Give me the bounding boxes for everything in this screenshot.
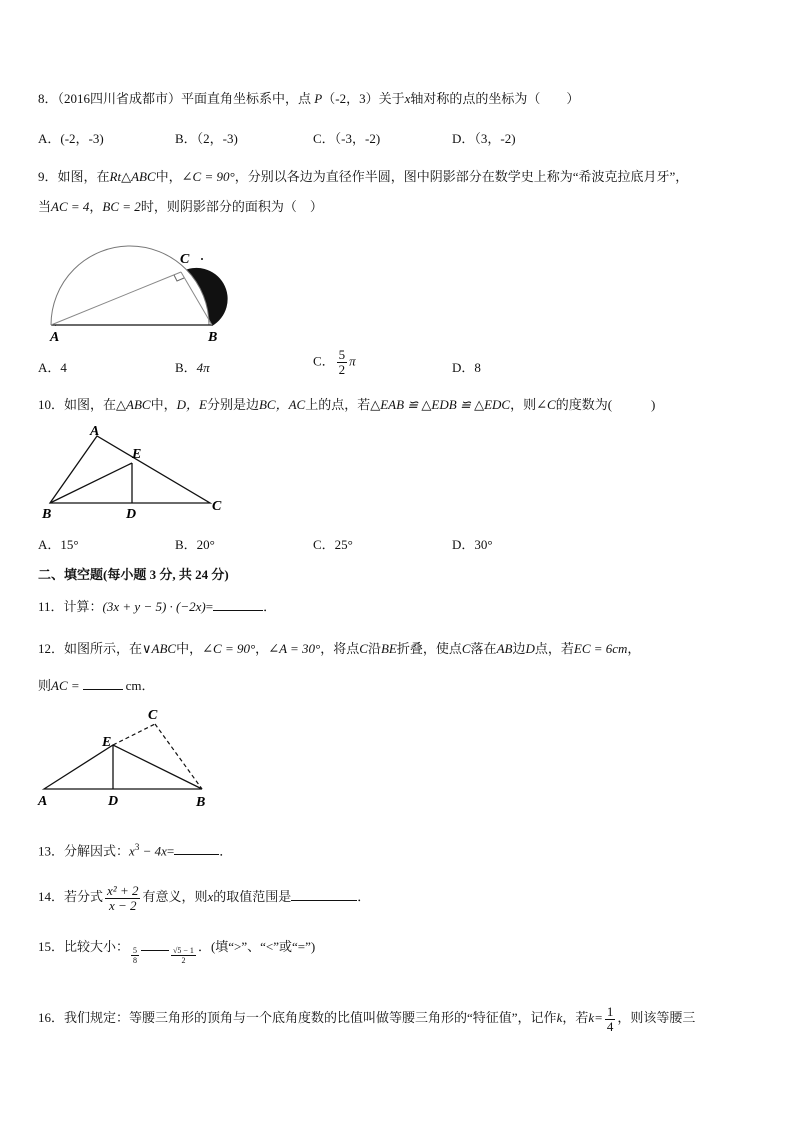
option-label: B． (175, 537, 197, 552)
q14-end: ． (357, 889, 371, 904)
label-d: D (126, 507, 137, 522)
q16-fraction-numerator: 1 (606, 1003, 614, 1019)
q14-fraction-denominator: x − 2 (108, 897, 137, 913)
option-value: 20° (196, 537, 215, 552)
q12-text-d: 沿 (367, 641, 381, 656)
q10-option-d[interactable] (452, 536, 493, 554)
q11-end: ． (263, 599, 277, 614)
q12-text-b: 中， (176, 641, 203, 656)
q9-bc: BC = 2 (102, 199, 141, 214)
q13-term: − 4x (139, 843, 167, 859)
q10-option-c[interactable] (313, 536, 353, 554)
q9-text-c: ，分别以各边为直径作半圆，图中阴影部分在数学史上称为“希波克拉底月牙”， (234, 169, 689, 184)
segment-ec-dashed (113, 724, 155, 745)
q10-figure (40, 422, 240, 522)
fraction-numerator: 5 (338, 347, 346, 362)
q14-text-b: 有意义，则 (142, 889, 208, 904)
q12-text-f: 落在 (470, 641, 497, 656)
option-label: C． (313, 537, 335, 552)
q10-option-a[interactable] (38, 536, 79, 554)
q10-text-c: 分别是边 (206, 397, 259, 412)
q13-equals: = (166, 843, 175, 859)
option-label: A． (38, 537, 61, 552)
q10-points: D，E (176, 397, 207, 412)
q12-text-g: 边 (512, 641, 526, 656)
q12-text-h: 点，若 (534, 641, 574, 656)
q8-option-c[interactable] (313, 130, 380, 148)
q12-unit: cm． (125, 678, 155, 693)
q8-source: （2016四川省成都市） (57, 91, 182, 106)
q9-triangle: Rt△ABC (109, 169, 156, 184)
q9-option-a[interactable] (38, 359, 67, 377)
q9-number: 9． (38, 169, 58, 184)
q11-number: 11． (38, 599, 64, 614)
option-label: D． (452, 537, 475, 552)
label-a: A (90, 424, 100, 439)
q13-end: ． (219, 843, 233, 859)
triangle-abe (44, 745, 202, 789)
q8-option-d[interactable] (452, 130, 516, 148)
q11-equals: = (205, 599, 214, 614)
q12-point-c: C (359, 641, 368, 656)
q10-sides: BC，AC (258, 397, 306, 412)
q9-option-c[interactable] (313, 348, 356, 377)
q9-angle: ∠C = 90° (181, 169, 235, 184)
option-value: 25° (334, 537, 353, 552)
q9-ac: AC = 4 (51, 199, 90, 214)
q10-text-f: 的度数为( ) (555, 397, 656, 412)
option-value: (-2，-3) (60, 131, 104, 146)
option-label: A． (38, 360, 61, 375)
q12-angle-c: ∠C = 90° (202, 641, 256, 656)
q12-text-e: 折叠，使点 (396, 641, 462, 656)
option-value: （2，-3) (196, 131, 238, 146)
q8-axis: x (404, 91, 411, 106)
q10-number: 10． (38, 397, 65, 412)
q12-number: 12． (38, 641, 65, 656)
q12-stem-line1 (38, 640, 640, 658)
q8-text-c: 轴对称的点的坐标为（ ） (410, 91, 580, 106)
option-value: 4 (60, 360, 67, 375)
right-angle-mark (174, 275, 184, 281)
q13-base: x (129, 843, 135, 859)
q12-triangle: ∨ABC (142, 641, 177, 656)
triangle-abc (50, 436, 210, 503)
q10-congruence: △EAB ≌ △EDB ≌ △EDC (370, 397, 511, 412)
q9-stem-line1 (38, 168, 688, 186)
option-label: C． (313, 131, 335, 146)
option-label: B． (175, 360, 197, 375)
q9-figure (40, 225, 260, 345)
q13-stem (38, 838, 232, 860)
label-b: B (208, 330, 218, 345)
q9-stem-line2 (38, 198, 323, 216)
q16-fraction-denominator: 4 (606, 1018, 614, 1034)
q11-stem (38, 598, 276, 616)
q11-answer-blank[interactable] (213, 598, 263, 611)
q12-ec: EC = 6cm (573, 641, 628, 656)
q16-number: 16． (38, 1010, 65, 1025)
q13-answer-blank[interactable] (174, 842, 219, 855)
q16-text-b: ，若 (562, 1010, 589, 1025)
q15-left-numerator: 5 (133, 946, 138, 955)
q10-option-b[interactable] (175, 536, 215, 554)
q15-stem (38, 938, 315, 965)
label-a: A (50, 330, 60, 345)
q11-text-a: 计算： (63, 599, 103, 614)
q12-answer-blank[interactable] (83, 677, 123, 690)
q13-exponent: 3 (134, 842, 140, 852)
q8-point: P (314, 91, 323, 106)
q16-k2: k= (588, 1010, 603, 1025)
q16-k: k (556, 1010, 563, 1025)
q14-number: 14． (38, 889, 65, 904)
label-c: C (148, 708, 158, 723)
option-label: C． (313, 353, 335, 369)
q13-text-a: 分解因式： (64, 843, 130, 859)
q15-number: 15． (38, 939, 65, 954)
q12-ab: AB (496, 641, 513, 656)
q8-option-b[interactable] (175, 130, 238, 148)
q10-stem (38, 396, 655, 414)
q13-number: 13． (38, 843, 65, 859)
q9-sep: ， (89, 199, 103, 214)
q8-stem (38, 90, 579, 108)
option-value: （3，-2) (474, 131, 516, 146)
q15-text-b: ．(填“>”、“<”或“=”) (197, 939, 316, 954)
q14-variable: x (207, 889, 214, 904)
q9-text-a: 如图，在 (57, 169, 110, 184)
q10-text-a: 如图，在 (64, 397, 117, 412)
q8-coords: （-2，3） (322, 91, 379, 106)
q11-expression: (3x + y − 5) · (−2x) (102, 599, 206, 614)
q15-right-numerator: √5 − 1 (173, 946, 194, 955)
q10-angle: ∠C (536, 397, 556, 412)
q10-text-b: 中， (150, 397, 177, 412)
q14-stem (38, 879, 370, 915)
label-b: B (196, 795, 206, 810)
option-suffix: π (349, 353, 356, 369)
label-d: D (108, 794, 119, 809)
q15-right-denominator: 2 (181, 956, 186, 965)
q12-point-d: D (525, 641, 535, 656)
segment-be (50, 463, 132, 503)
label-e: E (102, 735, 112, 750)
q12-be: BE (380, 641, 397, 656)
label-c: C (212, 499, 222, 514)
q15-left-denominator: 8 (133, 956, 138, 965)
q9-text-b: 中， (155, 169, 182, 184)
q12-sep: ， (255, 641, 269, 656)
q12-text-a: 如图所示，在 (64, 641, 143, 656)
label-e: E (132, 447, 142, 462)
q12-line2-a: 则 (38, 678, 52, 693)
q16-text-c: ，则该等腰三 (617, 1010, 696, 1025)
q9-line2-b: 时，则阴影部分的面积为（ ） (140, 199, 323, 214)
section-title: 二、填空题(每小题 3 分, 共 24 分) (38, 567, 229, 582)
segment-bc-dashed (155, 724, 202, 789)
q12-end1: ， (627, 641, 641, 656)
q8-option-a[interactable] (38, 130, 104, 148)
q12-figure (38, 705, 238, 815)
option-label: D． (452, 360, 475, 375)
q12-stem-line2 (38, 677, 155, 695)
label-c: C (180, 252, 190, 267)
q10-triangle: △ABC (116, 397, 151, 412)
q9-line2-a: 当 (38, 199, 52, 214)
q14-text-a: 若分式 (64, 889, 104, 904)
q14-answer-blank[interactable] (291, 888, 357, 901)
label-b: B (42, 507, 52, 522)
q9-option-d[interactable] (452, 359, 481, 377)
option-label: A． (38, 131, 61, 146)
q16-stem (38, 1000, 695, 1036)
option-value: 15° (60, 537, 79, 552)
q16-text-a: 我们规定：等腰三角形的顶角与一个底角度数的比值叫做等腰三角形的“特征值”，记作 (64, 1010, 557, 1025)
option-value: 4π (196, 360, 210, 375)
q14-fraction-numerator: x² + 2 (107, 882, 139, 898)
option-label: B． (175, 131, 197, 146)
fraction-denominator: 2 (338, 362, 346, 377)
q12-text-c: ，将点 (320, 641, 360, 656)
q8-number: 8． (38, 91, 58, 106)
q12-ac: AC = (51, 678, 80, 693)
q12-angle-a: ∠A = 30° (268, 641, 321, 656)
q15-text-a: 比较大小： (64, 939, 130, 954)
q10-text-e: ，则 (510, 397, 537, 412)
q10-text-d: 上的点，若 (305, 397, 371, 412)
q15-answer-blank[interactable] (141, 942, 169, 951)
q14-text-c: 的取值范围是 (213, 889, 292, 904)
option-value: 30° (474, 537, 493, 552)
q9-option-b[interactable] (175, 359, 210, 377)
option-value: （-3，-2) (334, 131, 381, 146)
option-label: D． (452, 131, 475, 146)
label-a: A (38, 794, 48, 809)
q12-point-c2: C (461, 641, 471, 656)
option-value: 8 (474, 360, 481, 375)
q8-text-b: 关于 (378, 91, 405, 106)
q8-text-a: 平面直角坐标系中，点 (181, 91, 312, 106)
